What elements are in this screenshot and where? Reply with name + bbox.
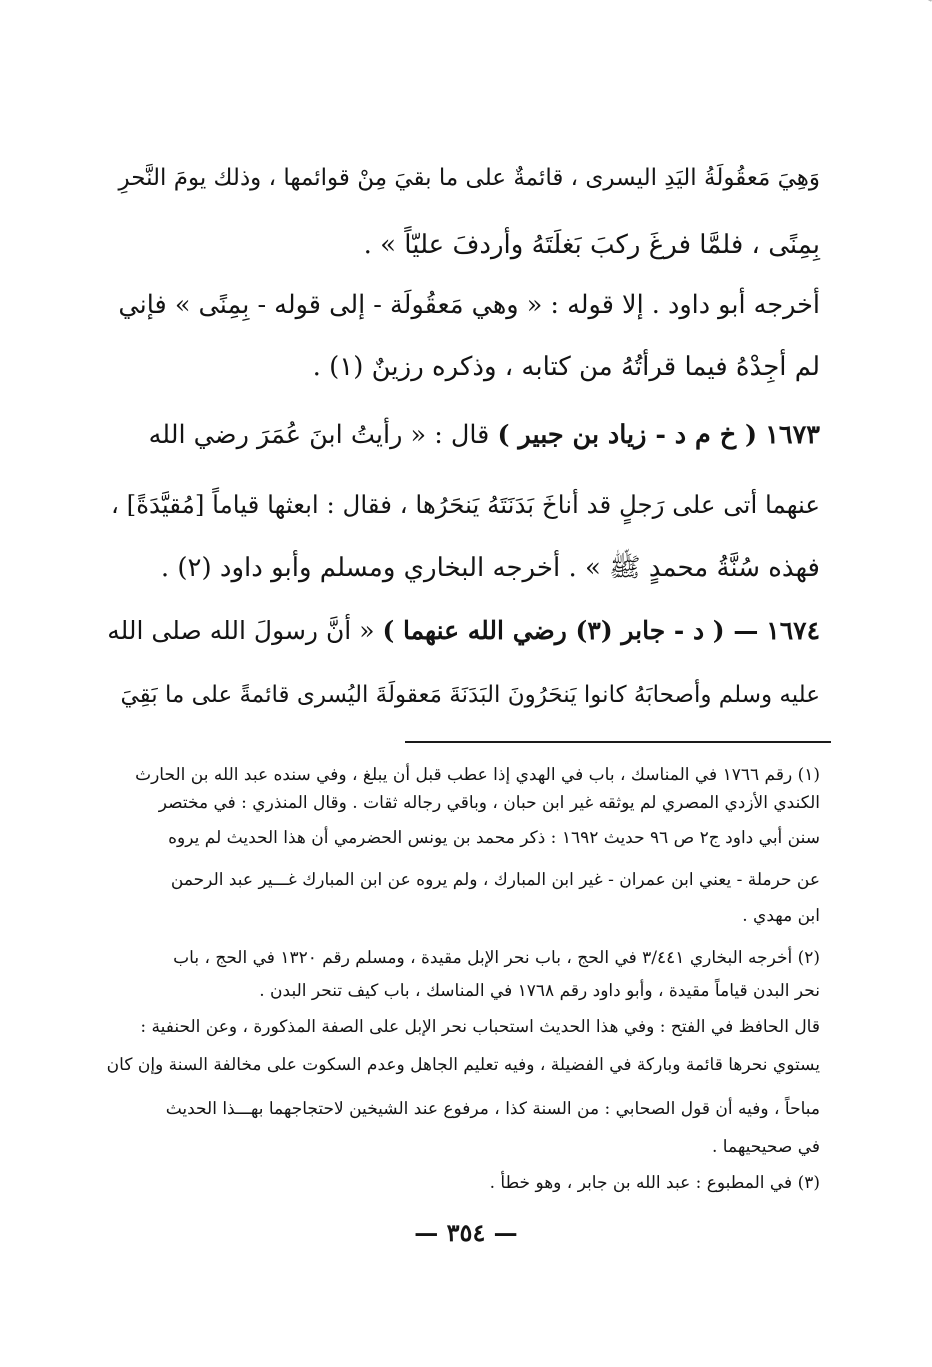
hadith-narrator-ref: — ( د - جابر (٣) رضي الله عنهما )	[382, 616, 759, 645]
page-number: — ٣٥٤ —	[414, 1218, 518, 1247]
scan-corner-mark	[896, 0, 932, 2]
footnote-2-line-5: مباحاً ، وفيه أن قول الصحابي : من السنة كذا ، مرفوع عند الشيخين لاحتجاجهما بهـــذا الحديث	[165, 1099, 820, 1119]
hadith-text: « أنَّ رسولَ الله صلى الله	[107, 616, 375, 645]
footnote-2-line-6: في صحيحيهما .	[712, 1137, 820, 1157]
hadith-number: ١٦٧٣	[765, 420, 820, 450]
footnote-2-line-1: (٢) أخرجه البخاري ٣/٤٤١ في الحج ، باب نحر الإبل مقيدة ، ومسلم رقم ١٣٢٠ في الحج ، باب	[173, 948, 820, 968]
footnote-1-line-2: الكندي الأزدي المصري لم يوثقه غير ابن حبان ، وباقي رجاله ثقات . وقال المنذري : في مختصر	[158, 793, 820, 813]
footnote-1-line-4: عن حرملة - يعني ابن عمران - غير ابن المبارك ، ولم يروه عن ابن المبارك غـــير عبد الرحمن	[170, 870, 820, 890]
hadith-1674-heading-line	[108, 616, 820, 646]
footnote-2-line-3: قال الحافظ في الفتح : وفي هذا الحديث استحباب نحر الإبل على الصفة المذكورة ، وعن الحنفية :	[140, 1017, 820, 1037]
hadith-text: قال : « رأيتُ ابنَ عُمَرَ رضي الله	[148, 420, 490, 450]
footnote-1-line-1: (١) رقم ١٧٦٦ في المناسك ، باب في الهدي إذا عطب قبل أن يبلغ ، وفي سنده عبد الله بن الحارث	[135, 765, 820, 785]
footnote-divider	[405, 741, 831, 743]
hadith-1673-heading-line	[108, 420, 820, 450]
hadith-number: ١٦٧٤	[766, 616, 820, 645]
body-line-3: أخرجه أبو داود . إلا قوله : « وهي مَعقُولَة - إلى قوله - بِمِنًى » فإني	[118, 290, 820, 320]
footnote-1-line-5: ابن مهدي .	[742, 906, 820, 926]
footnote-2-line-2: نحر البدن قياماً مقيدة ، وأبو داود رقم ١٧٦٨ في المناسك ، باب كيف تنحر البدن .	[259, 981, 820, 1001]
hadith-1674-line-2: عليه وسلم وأصحابَهُ كانوا يَنحَرُونَ البَدَنَةَ مَعقولَةَ اليُسرى قائمةً على ما بَقِيَ	[120, 682, 820, 708]
footnote-1-line-3: سنن أبي داود ج٢ ص ٩٦ حديث ١٦٩٢ : ذكر محمد بن يونس الحضرمي أن هذا الحديث لم يروه	[168, 828, 820, 848]
hadith-narrator-ref: ( خ م د - زياد بن جبير )	[497, 420, 758, 450]
body-line-1: وَهِيَ مَعقُولَةُ اليَدِ اليسرى ، قائمةٌ على ما بقيَ مِنْ قوائمها ، وذلك يومَ النَّحرِ	[118, 165, 820, 191]
footnote-2-line-4: يستوي نحرها قائمة وباركة في الفضيلة ، وفيه تعليم الجاهل وعدم السكوت على مخالفة السنة وإن كان	[106, 1055, 820, 1075]
hadith-1673-line-2: عنهما أتى على رَجلٍ قد أناخَ بَدَنَتَهُ يَنحَرُها ، فقال : ابعثها قياماً [مُقيَّدَةً] ،	[110, 490, 820, 519]
footnote-3-line-1: (٣) في المطبوع : عبد الله بن جابر ، وهو خطأ .	[489, 1173, 820, 1193]
body-line-4: لم أجِدْهُ فيما قرأتُهُ من كتابه ، وذكره رزينٌ (١) .	[312, 352, 820, 382]
hadith-1673-line-3: فهذه سُنَّةُ محمدٍ ﷺ » . أخرجه البخاري ومسلم وأبو داود (٢) .	[160, 553, 820, 583]
body-line-2: بِمِنًى ، فلمَّا فرغَ ركبَ بَغلَتَهُ وأردفَ عليّاً » .	[363, 230, 820, 260]
